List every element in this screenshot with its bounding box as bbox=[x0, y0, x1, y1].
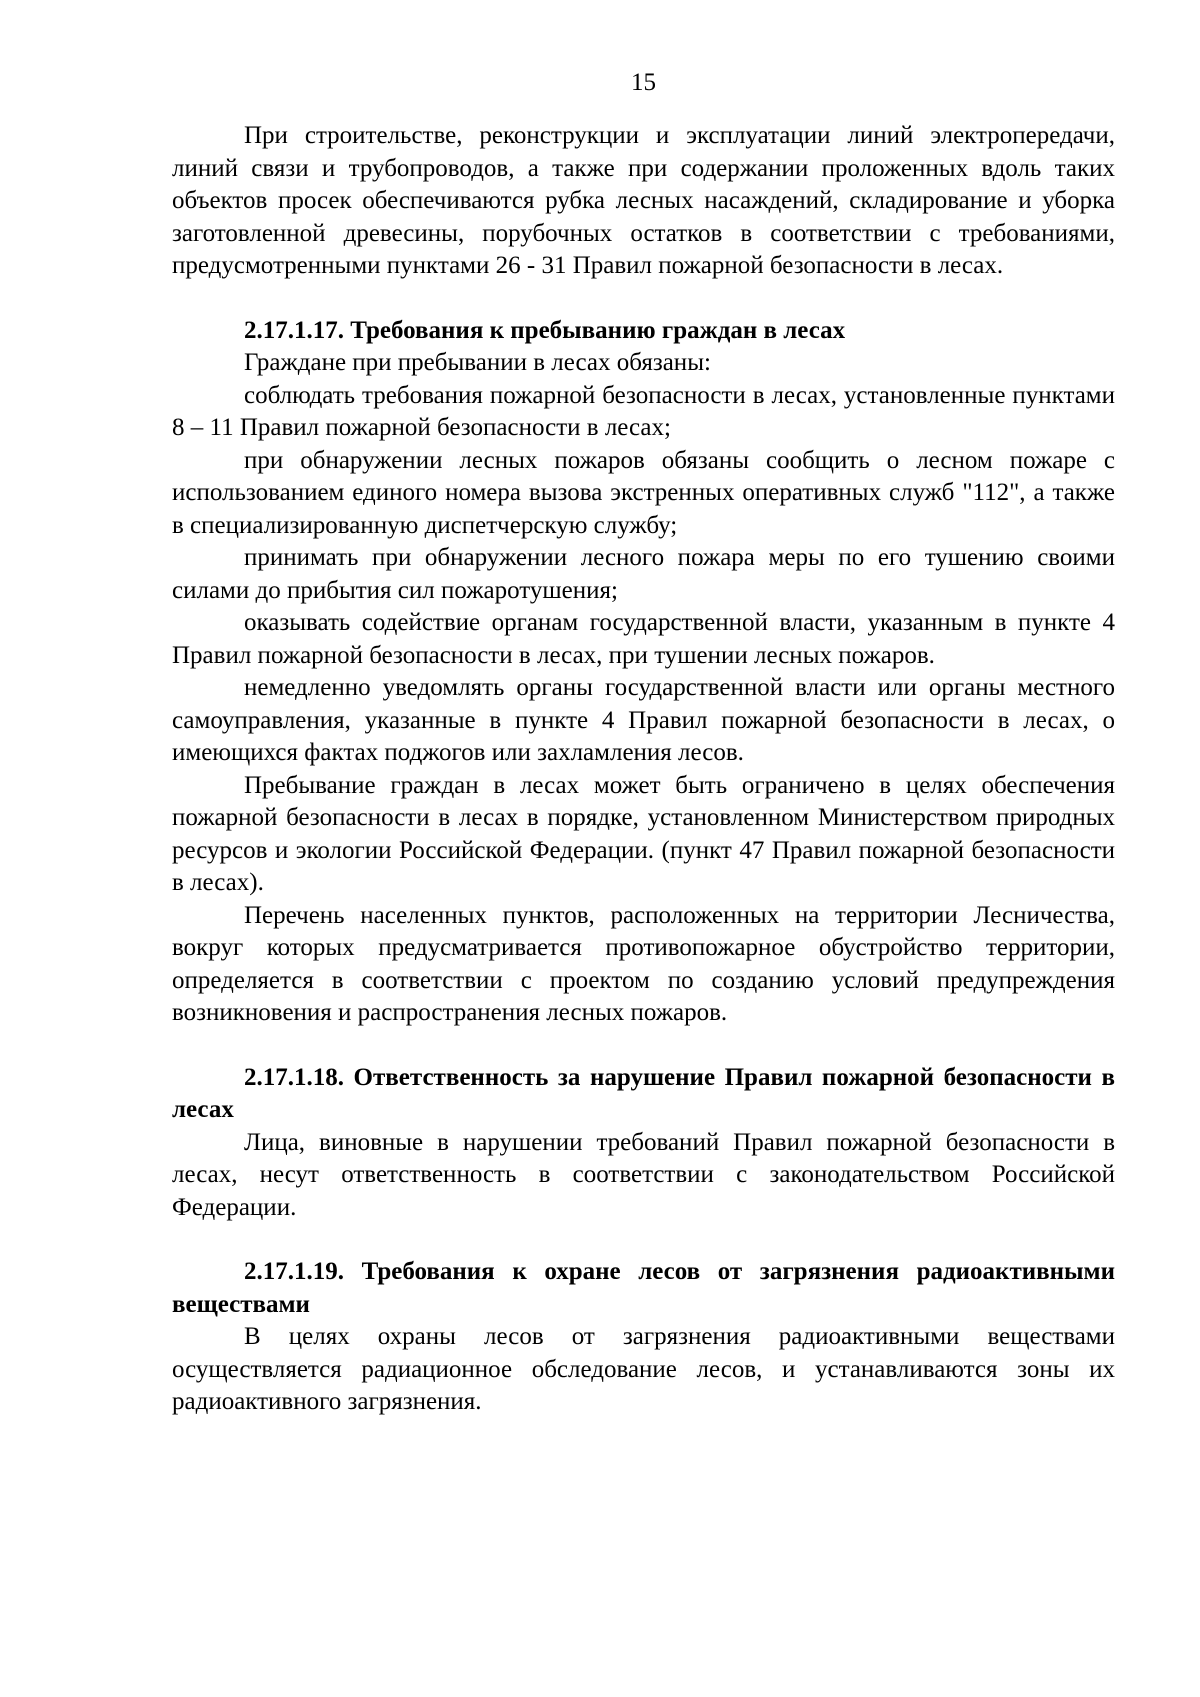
heading-2-17-1-19: 2.17.1.19. Требования к охране лесов от загрязнения радиоактивными веществами bbox=[172, 1258, 1115, 1318]
heading-2-17-1-18: 2.17.1.18. Ответственность за нарушение Правил пожарной безопасности в лесах bbox=[172, 1063, 1115, 1123]
paragraph-settlements-list: Перечень населенных пунктов, расположенных на территории Лесничества, вокруг которых предусматривается противопожарное обустройство территории, определяется в соответствии с проектом по созданию условий предупреждения возникновения и распространения лесных пожаров. bbox=[172, 901, 1115, 1026]
section-spacer bbox=[172, 1224, 1115, 1256]
paragraph-radiation-survey: В целях охраны лесов от загрязнения радиоактивными веществами осуществляется радиационное обследование лесов, и устанавливаются зоны их радиоактивного загрязнения. bbox=[172, 1323, 1115, 1415]
document-body bbox=[172, 120, 1115, 1419]
paragraph-extinguish-measures: принимать при обнаружении лесного пожара меры по его тушению своими силами до прибытия сил пожаротушения; bbox=[172, 544, 1115, 604]
heading-2-17-1-17: 2.17.1.17. Требования к пребыванию граждан в лесах bbox=[244, 316, 846, 344]
paragraph-power-lines: При строительстве, реконструкции и эксплуатации линий электропередачи, линий связи и трубопроводов, а также при содержании проложенных вдоль таких объектов просек обеспечиваются рубка лесных насаждений, складирование и уборка заготовленной древесины, порубочных остатков в соответствии с требованиями, предусмотренными пунктами 26 - 31 Правил пожарной безопасности в лесах. bbox=[172, 122, 1115, 279]
paragraph-stay-restricted: Пребывание граждан в лесах может быть ограничено в целях обеспечения пожарной безопасности в лесах в порядке, установленном Министерством природных ресурсов и экологии Российской Федерации. (пункт 47 Правил пожарной безопасности в лесах). bbox=[172, 771, 1115, 896]
section-spacer bbox=[172, 1030, 1115, 1062]
paragraph-notify-authorities: немедленно уведомлять органы государственной власти или органы местного самоуправления, указанные в пункте 4 Правил пожарной безопасности в лесах, о имеющихся фактах поджогов или захламления лесов. bbox=[172, 674, 1115, 766]
paragraph-citizens-obliged: Граждане при пребывании в лесах обязаны: bbox=[244, 349, 711, 376]
paragraph-liability: Лица, виновные в нарушении требований Правил пожарной безопасности в лесах, несут ответственность в соответствии с законодательством Российской Федерации. bbox=[172, 1128, 1115, 1221]
paragraph-assist-authorities: оказывать содействие органам государственной власти, указанным в пункте 4 Правил пожарной безопасности в лесах, при тушении лесных пожаров. bbox=[172, 609, 1115, 669]
page-number: 15 bbox=[631, 69, 656, 96]
paragraph-comply-requirements: соблюдать требования пожарной безопасности в лесах, установленные пунктами 8 – 11 Правил пожарной безопасности в лесах; bbox=[172, 381, 1115, 441]
paragraph-report-fires: при обнаружении лесных пожаров обязаны сообщить о лесном пожаре с использованием единого номера вызова экстренных оперативных служб "112", а также в специализированную диспетчерскую службу; bbox=[172, 446, 1115, 539]
section-spacer bbox=[172, 283, 1115, 315]
document-page bbox=[172, 68, 1115, 1419]
